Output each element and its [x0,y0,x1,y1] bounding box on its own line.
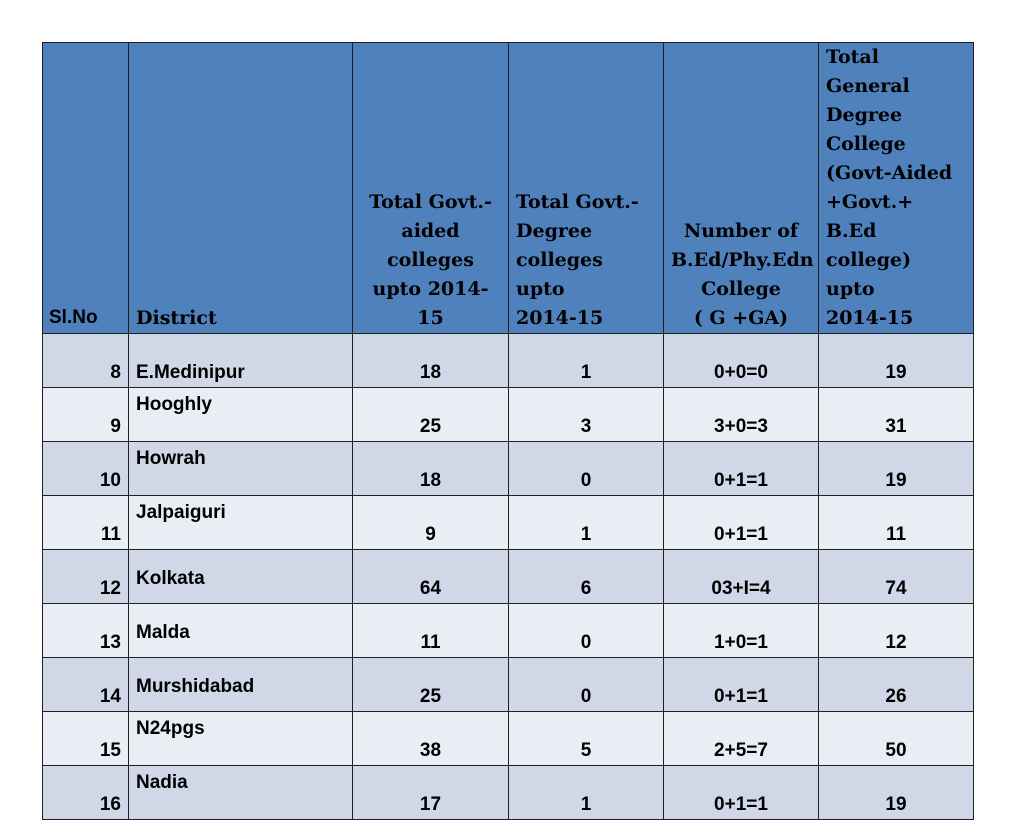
cell-bed: 0+1=1 [664,442,819,496]
cell-bed: 0+1=1 [664,766,819,820]
cell-sl-no: 13 [43,604,129,658]
cell-bed: 03+I=4 [664,550,819,604]
cell-district: Malda [129,604,353,658]
cell-bed: 0+1=1 [664,658,819,712]
district-colleges-table [42,42,974,820]
cell-sl-no: 16 [43,766,129,820]
cell-govt: 1 [509,334,664,388]
cell-sl-no: 9 [43,388,129,442]
cell-total: 19 [819,334,974,388]
table-row [43,766,974,820]
table-row [43,712,974,766]
cell-total: 11 [819,496,974,550]
header-sl-no: Sl.No [43,43,129,334]
cell-sl-no: 10 [43,442,129,496]
cell-aided: 17 [353,766,509,820]
cell-aided: 25 [353,658,509,712]
table-row [43,604,974,658]
cell-district: E.Medinipur [129,334,353,388]
cell-bed: 2+5=7 [664,712,819,766]
table-row [43,388,974,442]
cell-bed: 0+0=0 [664,334,819,388]
cell-aided: 18 [353,442,509,496]
table-header-row [43,43,974,334]
cell-govt: 1 [509,766,664,820]
header-district: District [129,43,353,334]
cell-aided: 25 [353,388,509,442]
cell-govt: 5 [509,712,664,766]
table-row [43,334,974,388]
cell-bed: 3+0=3 [664,388,819,442]
cell-district: Hooghly [129,388,353,442]
cell-govt: 3 [509,388,664,442]
cell-govt: 1 [509,496,664,550]
cell-sl-no: 14 [43,658,129,712]
cell-total: 19 [819,442,974,496]
header-total-govt-aided: Total Govt.- aided colleges upto 2014-15 [353,43,509,334]
cell-total: 12 [819,604,974,658]
table-row [43,658,974,712]
cell-district: N24pgs [129,712,353,766]
cell-aided: 38 [353,712,509,766]
cell-govt: 0 [509,604,664,658]
cell-district: Jalpaiguri [129,496,353,550]
cell-district: Murshidabad [129,658,353,712]
cell-bed: 0+1=1 [664,496,819,550]
cell-district: Howrah [129,442,353,496]
table-row [43,442,974,496]
cell-sl-no: 12 [43,550,129,604]
cell-sl-no: 11 [43,496,129,550]
cell-aided: 9 [353,496,509,550]
cell-total: 26 [819,658,974,712]
header-total-govt-degree: Total Govt.- Degree colleges upto 2014-15 [509,43,664,334]
cell-govt: 0 [509,658,664,712]
cell-total: 19 [819,766,974,820]
cell-total: 74 [819,550,974,604]
cell-bed: 1+0=1 [664,604,819,658]
cell-total: 50 [819,712,974,766]
cell-district: Nadia [129,766,353,820]
cell-sl-no: 8 [43,334,129,388]
cell-district: Kolkata [129,550,353,604]
table-row [43,550,974,604]
cell-aided: 64 [353,550,509,604]
header-total-general-degree: Total General Degree College (Govt-Aided +Govt.+ B.Ed college) upto 2014-15 [819,43,974,334]
table-row [43,496,974,550]
cell-total: 31 [819,388,974,442]
cell-aided: 18 [353,334,509,388]
cell-sl-no: 15 [43,712,129,766]
cell-aided: 11 [353,604,509,658]
cell-govt: 6 [509,550,664,604]
cell-govt: 0 [509,442,664,496]
header-bed-colleges: Number of B.Ed/Phy.Edn College ( G +GA) [664,43,819,334]
